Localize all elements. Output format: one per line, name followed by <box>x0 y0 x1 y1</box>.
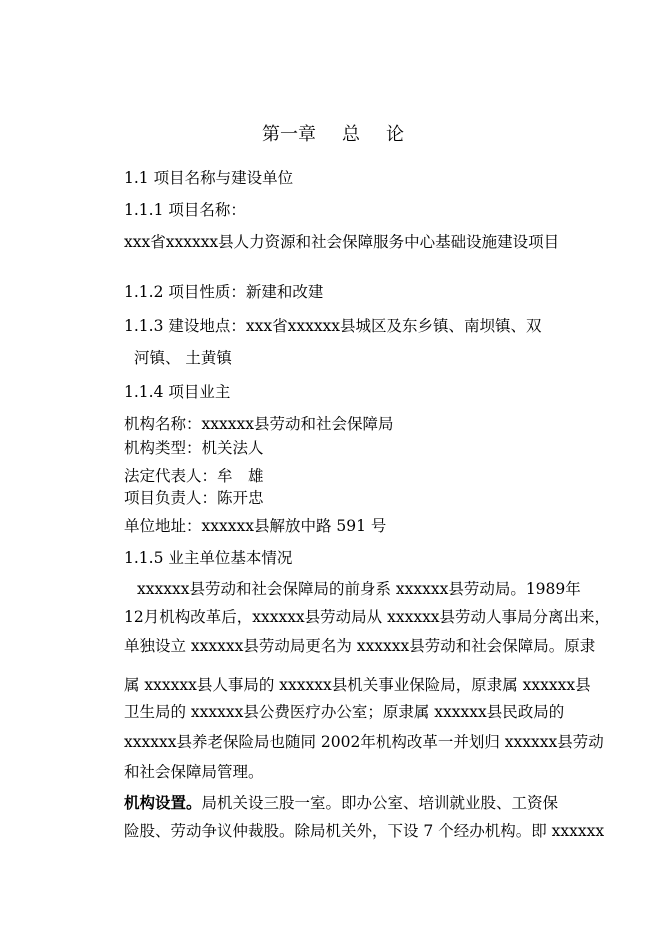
section-1-1-3-line-2: 河镇、 土黄镇 <box>134 349 232 367</box>
paragraph-1-line-6: xxxxxx县养老保险局也随同 2002年机构改革一并划归 xxxxxx县劳动 <box>124 733 604 751</box>
project-lead-text: 项目负责人：陈开忠 <box>124 489 264 507</box>
section-1-1-2-text: 1.1.2 项目性质：新建和改建 <box>124 283 324 301</box>
chapter-title-char-1: 总 <box>342 124 360 145</box>
project-name-text: xxx省xxxxxx县人力资源和社会保障服务中心基础设施建设项目 <box>124 233 560 251</box>
paragraph-1-line-7: 和社会保障局管理。 <box>124 763 264 781</box>
paragraph-1-line-2: 12月机构改革后，xxxxxx县劳动局从 xxxxxx县劳动人事局分离出来， <box>124 608 611 626</box>
chapter-heading <box>262 124 404 146</box>
paragraph-2-line-2: 险股、劳动争议仲裁股。除局机关外，下设 7 个经办机构。即 xxxxxx <box>124 822 605 840</box>
section-1-1-5-heading: 1.1.5 业主单位基本情况 <box>124 549 293 567</box>
paragraph-1-line-1: xxxxxx县劳动和社会保障局的前身系 xxxxxx县劳动局。1989年 <box>137 580 581 598</box>
address-text: 单位地址：xxxxxx县解放中路 591 号 <box>124 517 387 535</box>
org-name-text: 机构名称：xxxxxx县劳动和社会保障局 <box>124 415 394 433</box>
paragraph-1-line-5: 卫生局的 xxxxxx县公费医疗办公室；原隶属 xxxxxx县民政局的 <box>124 703 565 721</box>
org-type-text: 机构类型：机关法人 <box>124 439 264 457</box>
paragraph-1-line-3: 单独设立 xxxxxx县劳动局更名为 xxxxxx县劳动和社会保障局。原隶 <box>124 637 596 655</box>
section-1-1-3-line-1: 1.1.3 建设地点：xxx省xxxxxx县城区及东乡镇、南坝镇、双 <box>124 317 542 335</box>
chapter-title-char-2: 论 <box>386 124 404 145</box>
chapter-prefix: 第一章 <box>262 124 316 145</box>
section-1-1-4-heading: 1.1.4 项目业主 <box>124 383 231 401</box>
paragraph-2-line-1 <box>124 794 558 812</box>
section-1-1-heading: 1.1 项目名称与建设单位 <box>124 169 294 187</box>
legal-rep-text: 法定代表人：牟 雄 <box>124 467 264 485</box>
paragraph-2-line-1-rest: 局机关设三股一室。即办公室、培训就业股、工资保 <box>201 794 559 812</box>
paragraph-1-line-4: 属 xxxxxx县人事局的 xxxxxx县机关事业保险局，原隶属 xxxxxx县 <box>124 676 591 694</box>
paragraph-2-bold-lead: 机构设置。 <box>124 793 202 812</box>
section-1-1-1-heading: 1.1.1 项目名称： <box>124 201 246 219</box>
